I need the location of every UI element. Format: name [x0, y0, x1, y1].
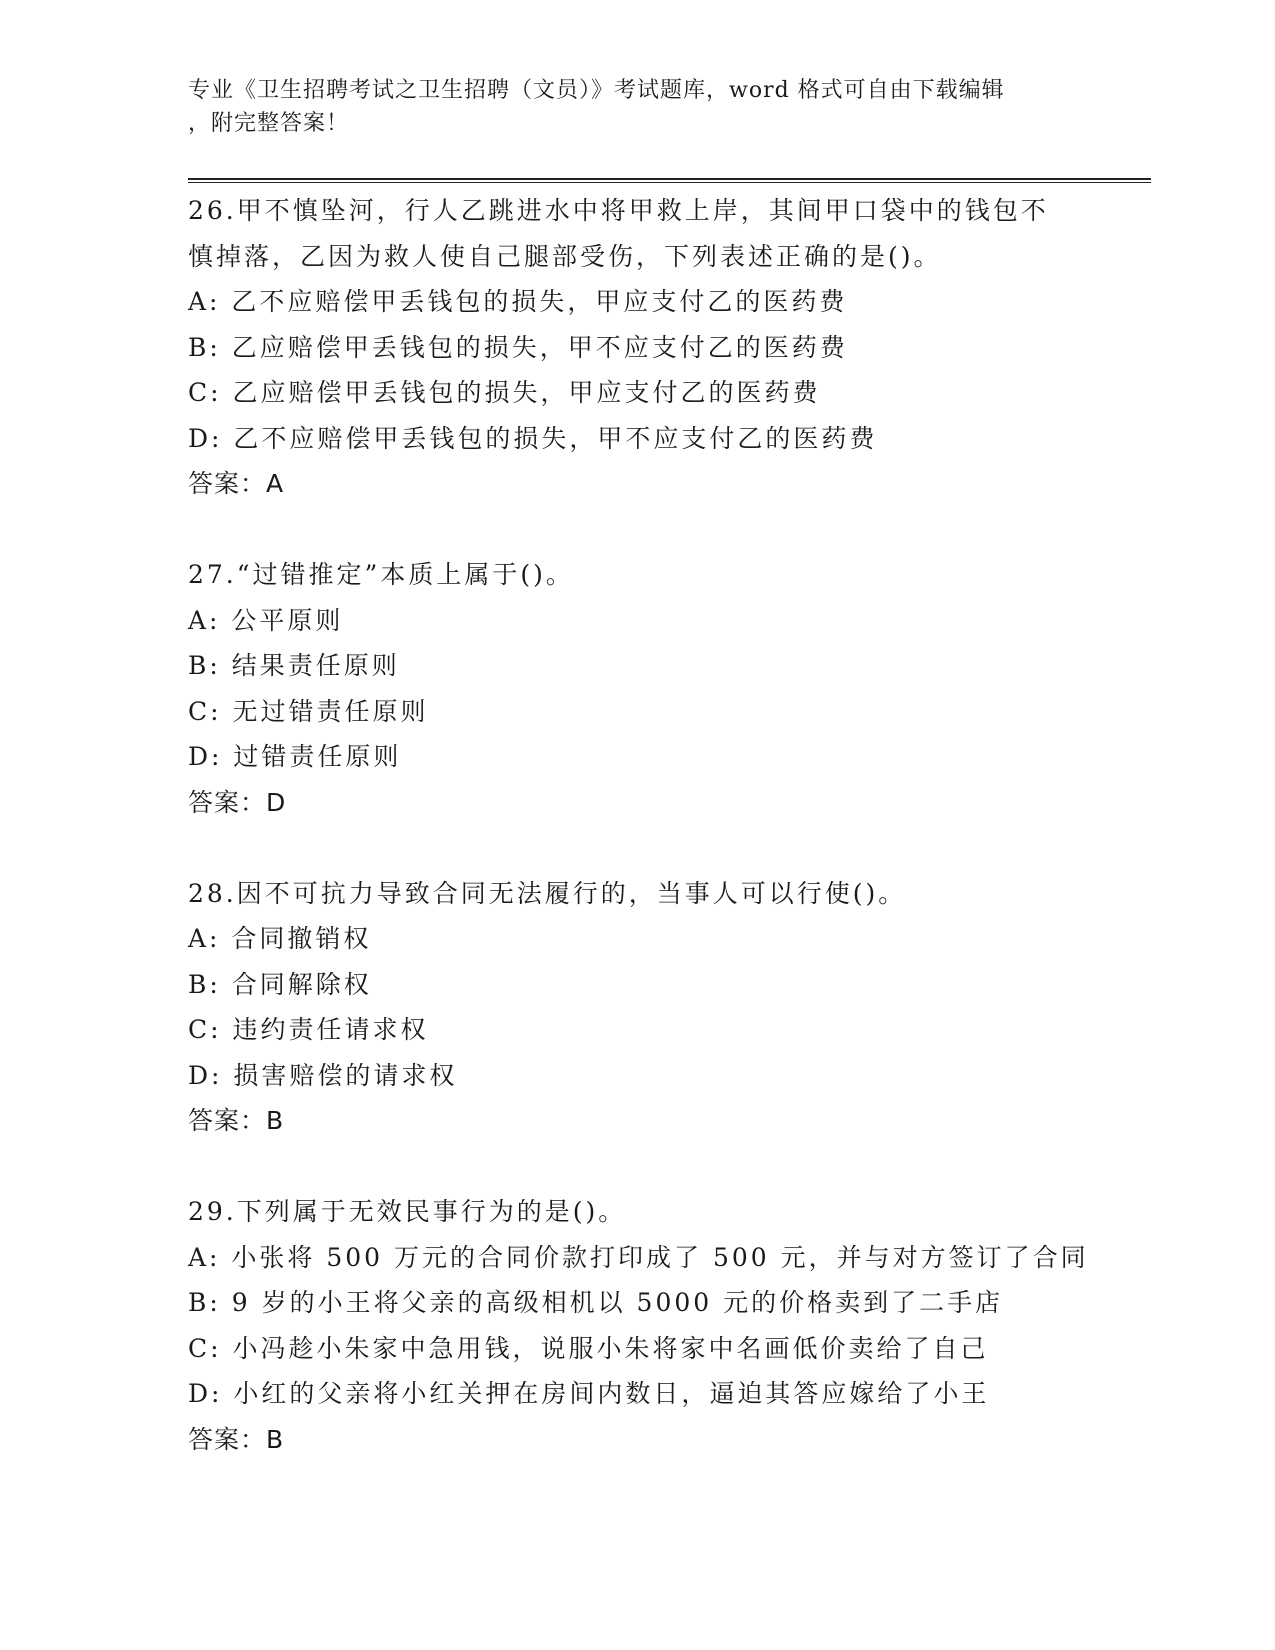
question-gap — [188, 825, 1088, 871]
option-d: D: 乙不应赔偿甲丢钱包的损失，甲不应支付乙的医药费 — [188, 423, 878, 453]
question-gap — [188, 1144, 1088, 1190]
option-d: D: 过错责任原则 — [188, 742, 402, 771]
question-stem: 28.因不可抗力导致合同无法履行的，当事人可以行使()。 — [188, 878, 907, 908]
option-b: B: 结果责任原则 — [188, 651, 400, 680]
header-divider — [188, 178, 1151, 183]
option-b: B: 合同解除权 — [188, 969, 372, 999]
option-b: B: 9 岁的小王将父亲的高级相机以 5000 元的价格卖到了二手店 — [188, 1288, 1004, 1317]
question-29 — [188, 1189, 1088, 1462]
question-stem: 29.下列属于无效民事行为的是()。 — [188, 1197, 627, 1226]
header-line-2: ，附完整答案！ — [188, 111, 350, 136]
header-line-1: 专业《卫生招聘考试之卫生招聘（文员）》考试题库，word 格式可自由下载编辑 — [188, 78, 1005, 103]
option-c: C: 无过错责任原则 — [188, 696, 429, 726]
question-stem: 26.甲不慎坠河，行人乙跳进水中将甲救上岸，其间甲口袋中的钱包不 — [188, 196, 1049, 225]
option-a: A: 小张将 500 万元的合同价款打印成了 500 元，并与对方签订了合同 — [188, 1242, 1089, 1272]
option-c: C: 乙应赔偿甲丢钱包的损失，甲应支付乙的医药费 — [188, 378, 821, 407]
answer: 答案：B — [188, 1106, 285, 1135]
question-26 — [188, 188, 1088, 507]
question-stem-continued: 慎掉落，乙因为救人使自己腿部受伤，下列表述正确的是()。 — [188, 241, 942, 271]
option-a: A: 合同撤销权 — [188, 924, 372, 953]
option-a: A: 乙不应赔偿甲丢钱包的损失，甲应支付乙的医药费 — [188, 287, 848, 316]
question-27 — [188, 552, 1088, 825]
answer: 答案：D — [188, 787, 287, 817]
question-stem: 27.“过错推定”本质上属于()。 — [188, 560, 574, 589]
question-gap — [188, 507, 1088, 553]
option-c: C: 违约责任请求权 — [188, 1015, 429, 1044]
question-28 — [188, 871, 1088, 1144]
option-d: D: 损害赔偿的请求权 — [188, 1060, 458, 1090]
answer: 答案：A — [188, 469, 285, 498]
option-a: A: 公平原则 — [188, 605, 344, 635]
question-list — [188, 188, 1088, 1462]
page-header — [188, 74, 1068, 140]
answer: 答案：B — [188, 1424, 285, 1454]
option-b: B: 乙应赔偿甲丢钱包的损失，甲不应支付乙的医药费 — [188, 332, 848, 362]
option-d: D: 小红的父亲将小红关押在房间内数日，逼迫其答应嫁给了小王 — [188, 1379, 990, 1408]
option-c: C: 小冯趁小朱家中急用钱，说服小朱将家中名画低价卖给了自己 — [188, 1333, 989, 1363]
